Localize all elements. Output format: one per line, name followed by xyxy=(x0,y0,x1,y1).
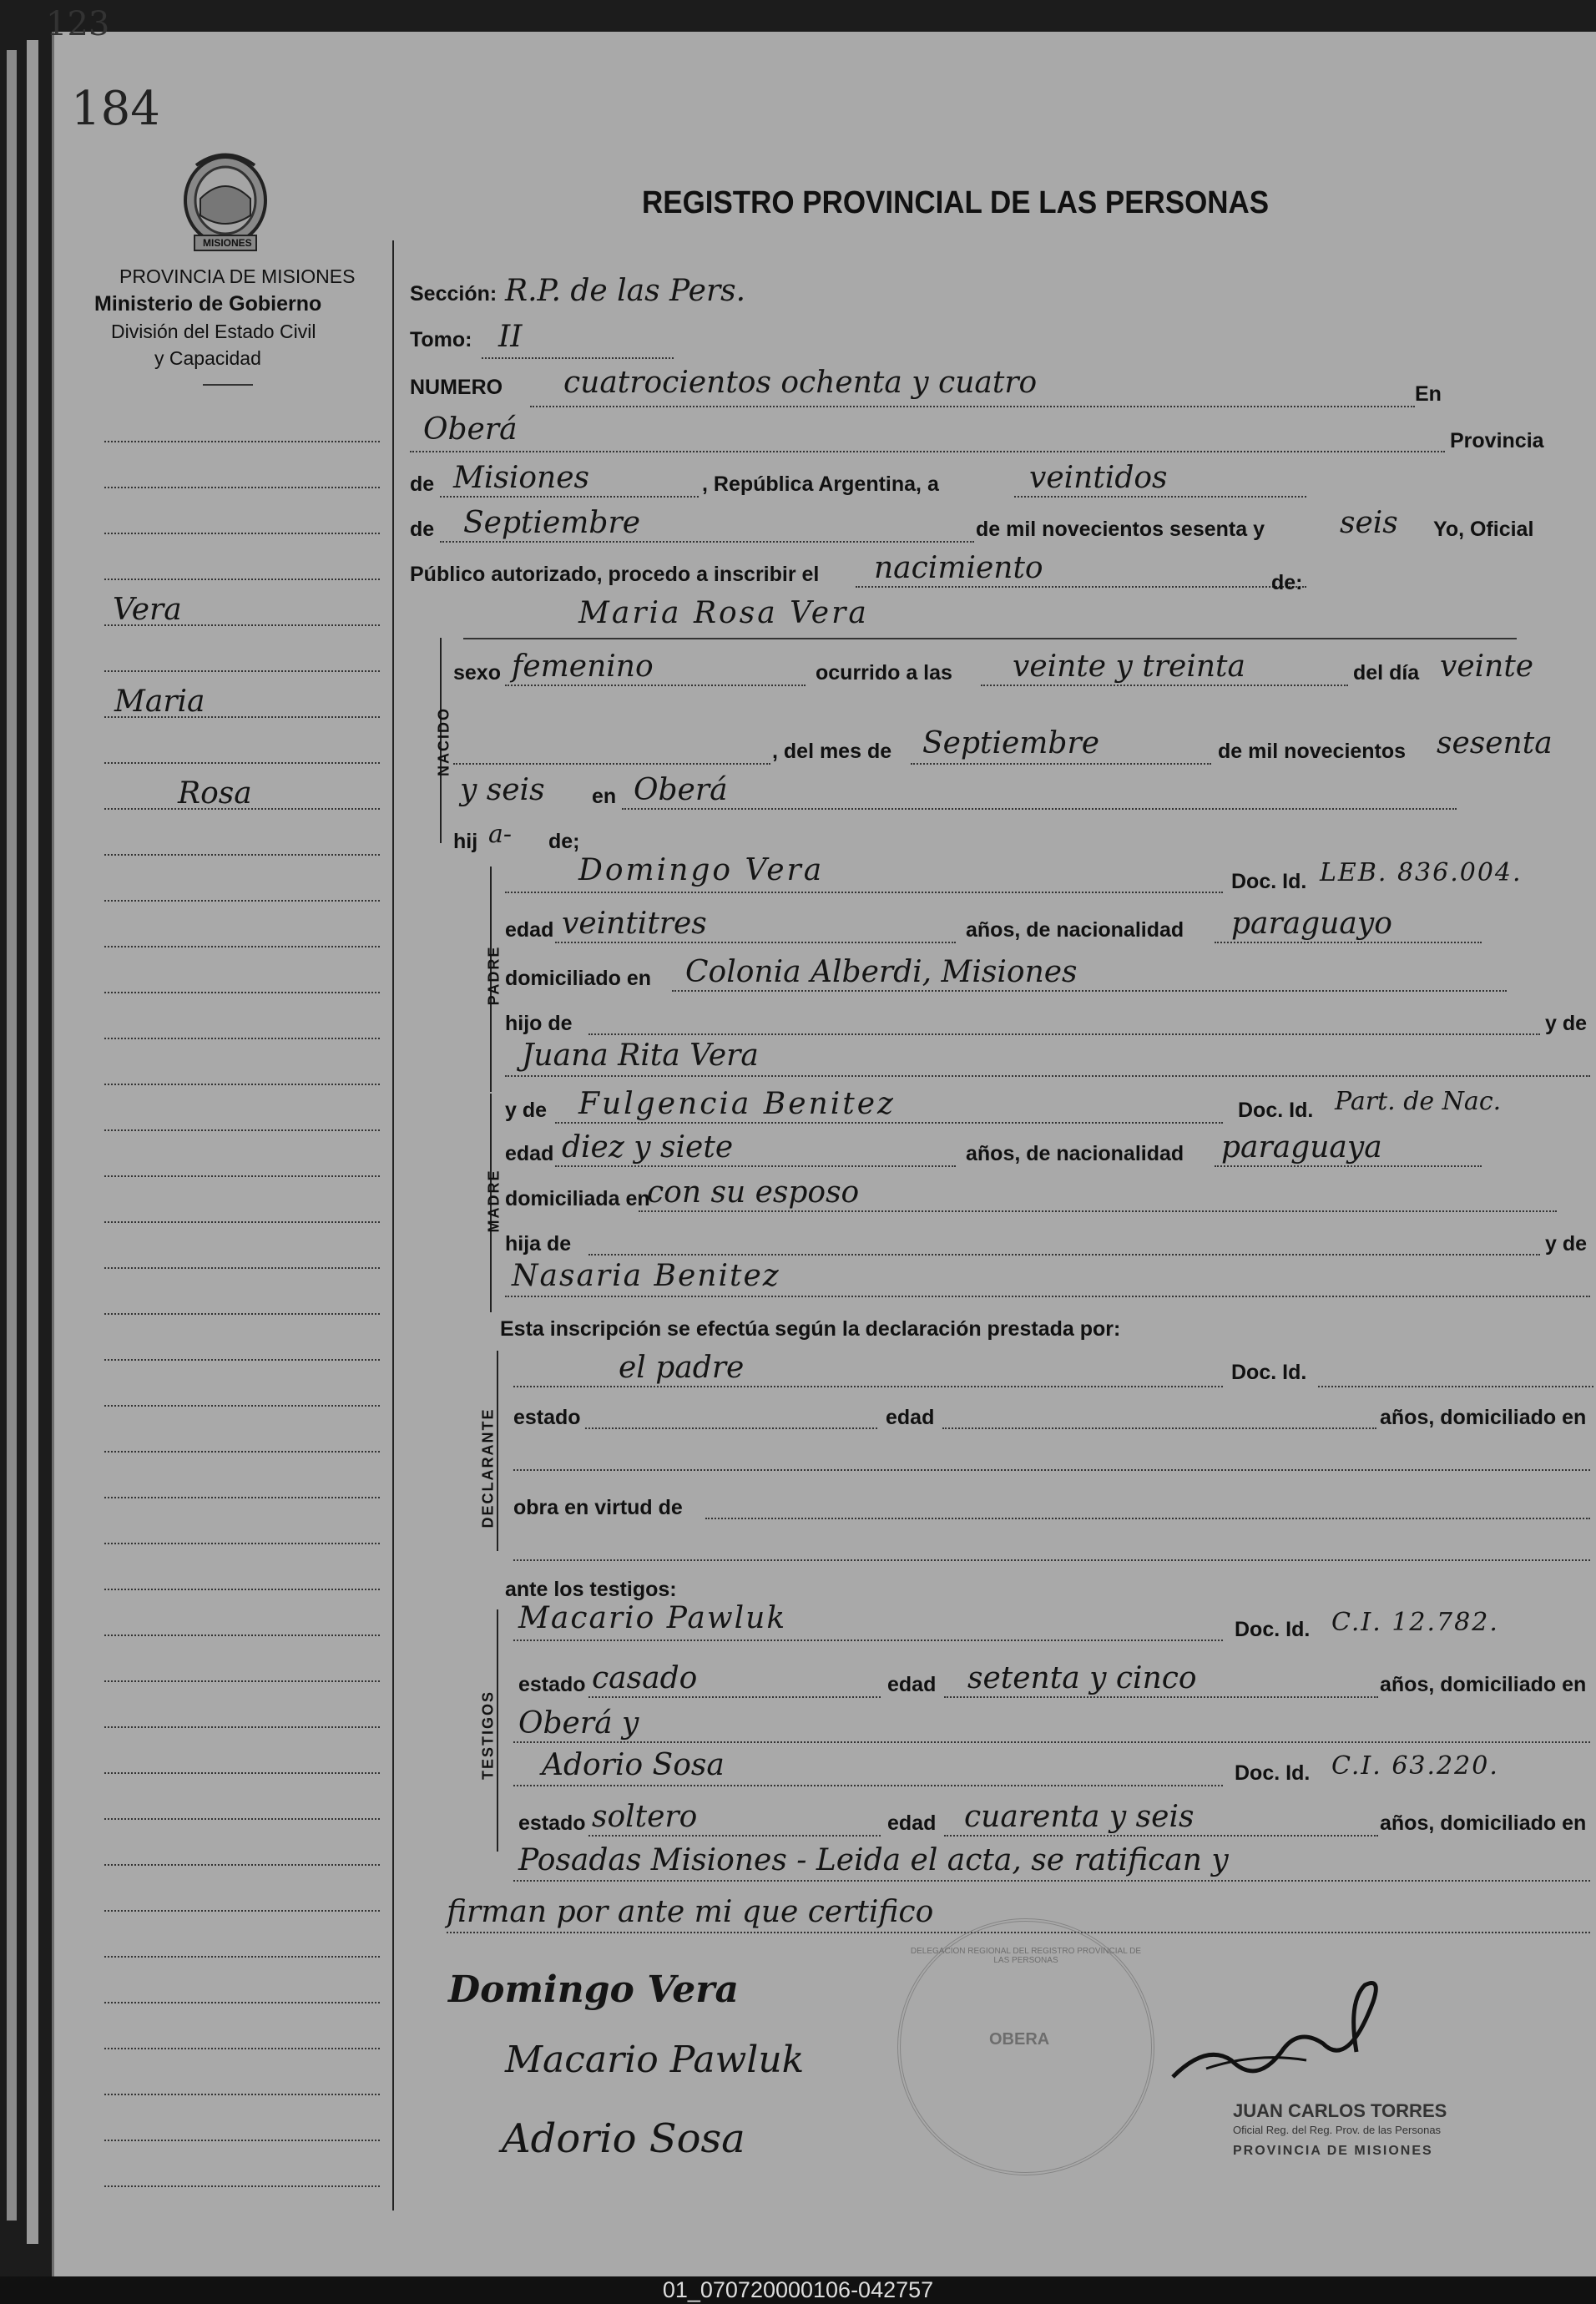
tomo-line xyxy=(482,357,674,359)
margin-rule xyxy=(104,1497,380,1498)
padre-dom-line xyxy=(672,990,1507,992)
padre-edad-line xyxy=(555,942,956,943)
madre-edad-value: diez y siete xyxy=(562,1130,734,1165)
testigo1-edad-line xyxy=(944,1696,1378,1698)
margin-divider xyxy=(392,240,394,2211)
nombre-line xyxy=(463,638,1517,639)
testigo2-edad-line xyxy=(944,1835,1378,1837)
official-name: JUAN CARLOS TORRES xyxy=(1233,2100,1447,2121)
del-mes-lead-line xyxy=(453,763,770,765)
testigo2-estado-label: estado xyxy=(518,1811,586,1835)
testigo1-edad-value: setenta y cinco xyxy=(967,1661,1197,1695)
margin-rule xyxy=(104,2048,380,2049)
declarante-dom-line xyxy=(513,1469,1590,1471)
republica-label: , República Argentina, a xyxy=(702,472,939,496)
margin-rule xyxy=(104,762,380,764)
margin-rule xyxy=(104,1635,380,1636)
declarante-anos-label: años, domiciliado en xyxy=(1380,1406,1587,1429)
padre-edad-value: veintitres xyxy=(562,907,707,941)
mes-nac-line xyxy=(911,763,1211,765)
padre-nac-value: paraguayo xyxy=(1231,907,1392,941)
lugar-nac-value: Oberá xyxy=(634,773,728,807)
padre-doc-value: LEB. 836.004. xyxy=(1320,858,1523,887)
tomo-label: Tomo: xyxy=(410,328,472,351)
page-edge xyxy=(27,40,38,2244)
madre-dom-value: con su esposo xyxy=(647,1175,860,1210)
esta-inscripcion-label: Esta inscripción se efectúa según la declaración prestada por: xyxy=(500,1317,1121,1341)
margin-rule xyxy=(104,1084,380,1085)
madre-nac-label: años, de nacionalidad xyxy=(966,1142,1184,1165)
provincia-label: Provincia xyxy=(1450,429,1544,452)
official-role: Oficial Reg. del Reg. Prov. de las Personas xyxy=(1233,2124,1442,2136)
madre-doc-label: Doc. Id. xyxy=(1238,1099,1314,1122)
margin-rule xyxy=(104,1589,380,1590)
margin-rule xyxy=(104,487,380,488)
testigo1-dom-value: Oberá y xyxy=(518,1706,639,1741)
testigo2-line xyxy=(513,1785,1223,1786)
padre-dom-label: domiciliado en xyxy=(505,967,652,990)
margin-rule xyxy=(104,1543,380,1544)
page-corner-number: 123 xyxy=(46,5,110,43)
madre-nac-line xyxy=(1215,1165,1482,1167)
testigo2-dom-line xyxy=(513,1880,1590,1882)
margin-rule xyxy=(104,1129,380,1131)
signature-testigo1: Macario Pawluk xyxy=(505,2039,805,2081)
en-label: En xyxy=(1415,382,1442,406)
margin-rule xyxy=(104,1726,380,1728)
del-mes-label: , del mes de xyxy=(772,740,892,763)
madre-dom-line xyxy=(639,1210,1557,1212)
margin-rule xyxy=(104,579,380,580)
padre-nombre-value: Domingo Vera xyxy=(578,853,825,887)
margin-rule xyxy=(104,1221,380,1223)
margin-first-name: Maria xyxy=(114,685,205,719)
signature-testigo2: Adorio Sosa xyxy=(502,2115,745,2162)
padre-nac-label: años, de nacionalidad xyxy=(966,918,1184,942)
margin-rule xyxy=(104,1772,380,1774)
testigo1-dom-line xyxy=(513,1741,1590,1743)
testigo2-anos-label: años, domiciliado en xyxy=(1380,1811,1587,1835)
seccion-label: Sección: xyxy=(410,282,497,306)
obra-label: obra en virtud de xyxy=(513,1496,683,1519)
anio-nac-value: sesenta xyxy=(1437,726,1553,760)
margin-rule xyxy=(104,1175,380,1177)
madre-y-de-label: y de xyxy=(505,1099,548,1122)
madre-section-label: MADRE xyxy=(485,1169,503,1233)
margin-rule xyxy=(104,992,380,993)
numero-label: NUMERO xyxy=(410,376,503,399)
document-page xyxy=(46,5,1596,2277)
margin-surname: Vera xyxy=(113,593,182,627)
testigo1-estado-line xyxy=(588,1696,881,1698)
numero-value: cuatrocientos ochenta y cuatro xyxy=(563,366,1038,400)
testigo2-estado-line xyxy=(588,1835,881,1837)
declarante-line xyxy=(513,1386,1223,1387)
capacity-name: y Capacidad xyxy=(154,347,261,369)
anio-nac2-value: y seis xyxy=(460,773,545,807)
acto-line xyxy=(856,586,1306,588)
padre-y-de-label: y de xyxy=(1545,1012,1588,1035)
madre-edad-label: edad xyxy=(505,1142,554,1165)
testigo1-line xyxy=(513,1640,1223,1641)
margin-rule xyxy=(104,2140,380,2141)
madre-dom-label: domiciliada en xyxy=(505,1187,650,1210)
margin-rule xyxy=(104,1910,380,1912)
dia-line xyxy=(1014,496,1306,498)
margin-rule xyxy=(104,1267,380,1269)
dia-value: veintidos xyxy=(1029,461,1168,495)
seal-center-text: OBERA xyxy=(989,2030,1050,2049)
lugar-line xyxy=(410,451,1445,452)
ministry-name: Ministerio de Gobierno xyxy=(94,292,322,316)
ante-testigos-label: ante los testigos: xyxy=(505,1578,677,1601)
padre-abuelos-line xyxy=(505,1075,1590,1077)
anio-value: seis xyxy=(1340,506,1398,540)
testigo2-doc-label: Doc. Id. xyxy=(1235,1761,1311,1785)
testigo1-edad-label: edad xyxy=(887,1673,937,1696)
hijo-de-semicolon-label: de; xyxy=(548,830,580,853)
testigos-section-label: TESTIGOS xyxy=(479,1690,497,1781)
en-nac-label: en xyxy=(592,785,617,808)
padre-hijo-de-line xyxy=(588,1033,1540,1035)
madre-doc-value: Part. de Nac. xyxy=(1335,1087,1502,1116)
official-signature-icon xyxy=(1156,1952,1407,2102)
padre-edad-label: edad xyxy=(505,918,554,942)
obra-line xyxy=(705,1518,1590,1519)
lugar-nac-line xyxy=(622,808,1457,810)
margin-rule xyxy=(104,2002,380,2003)
division-name: División del Estado Civil xyxy=(111,321,316,342)
numero-line xyxy=(530,406,1415,407)
hora-line xyxy=(981,685,1348,686)
testigo1-estado-value: casado xyxy=(592,1661,698,1695)
page-edge xyxy=(7,50,17,2221)
province-name: PROVINCIA DE MISIONES xyxy=(119,265,356,287)
declarante-edad-line xyxy=(942,1427,1376,1429)
declarante-doc-line xyxy=(1318,1386,1593,1387)
footer-image-id: 01_070720000106-042757 xyxy=(0,2276,1596,2304)
declarante-value: el padre xyxy=(619,1351,745,1385)
provincia-line xyxy=(440,496,699,498)
coat-of-arms-icon xyxy=(179,149,271,257)
testigo2-edad-label: edad xyxy=(887,1811,937,1835)
padre-dom-value: Colonia Alberdi, Misiones xyxy=(685,955,1078,989)
margin-rule xyxy=(104,533,380,534)
declarante-estado-label: estado xyxy=(513,1406,581,1429)
mes-value: Septiembre xyxy=(463,506,640,540)
madre-nombre-line xyxy=(555,1122,1223,1124)
padre-hijo-de-label: hijo de xyxy=(505,1012,573,1035)
mes-nac-value: Septiembre xyxy=(922,726,1099,760)
coat-of-arms-label: MISIONES xyxy=(203,237,252,249)
provincia-value: Misiones xyxy=(453,461,590,495)
acto-value: nacimiento xyxy=(874,551,1043,585)
margin-rule xyxy=(104,1956,380,1958)
testigo2-edad-value: cuarenta y seis xyxy=(964,1800,1194,1834)
testigo2-dom-value: Posadas Misiones - Leida el acta, se ratifican y xyxy=(518,1843,1229,1877)
margin-rule xyxy=(104,1818,380,1820)
margin-rule xyxy=(104,441,380,442)
padre-hijo-de-value: Juana Rita Vera xyxy=(522,1038,759,1073)
seal-text: DELEGACION REGIONAL DEL REGISTRO PROVINCIAL DE LAS PERSONAS xyxy=(910,1947,1142,1965)
declarante-doc-label: Doc. Id. xyxy=(1231,1361,1307,1384)
cierre-value: firman por ante mi que certifico xyxy=(447,1895,934,1929)
folio-number: 184 xyxy=(71,82,160,136)
declarante-section-label: DECLARANTE xyxy=(479,1407,497,1528)
margin-rule xyxy=(104,1680,380,1682)
publico-label: Público autorizado, procedo a inscribir el xyxy=(410,563,820,586)
margin-rule xyxy=(104,1451,380,1453)
margin-rule xyxy=(104,1038,380,1039)
de-mes-label: de xyxy=(410,518,435,541)
padre-nombre-line xyxy=(505,892,1223,893)
margin-rule xyxy=(104,2094,380,2095)
margin-rule xyxy=(104,900,380,902)
testigo1-doc-value: C.I. 12.782. xyxy=(1331,1608,1499,1637)
margin-rule xyxy=(104,854,380,856)
madre-hija-de-label: hija de xyxy=(505,1232,572,1256)
sexo-line xyxy=(505,685,806,686)
document-title: REGISTRO PROVINCIAL DE LAS PERSONAS xyxy=(642,185,1270,220)
madre-edad-line xyxy=(555,1165,956,1167)
margin-rule xyxy=(104,1313,380,1315)
madre-nac-value: paraguaya xyxy=(1221,1130,1382,1165)
official-province: PROVINCIA DE MISIONES xyxy=(1233,2144,1433,2158)
mes-line xyxy=(440,541,974,543)
margin-rule xyxy=(104,2185,380,2187)
testigo2-doc-value: C.I. 63.220. xyxy=(1331,1751,1499,1781)
signature-padre: Domingo Vera xyxy=(448,1968,739,2011)
dia-nac-value: veinte xyxy=(1440,649,1534,684)
official-seal xyxy=(897,1918,1154,2175)
header-rule xyxy=(203,384,253,386)
margin-rule xyxy=(104,1864,380,1866)
de-label: de xyxy=(410,472,435,496)
testigo2-estado-value: soltero xyxy=(592,1800,698,1834)
padre-nac-line xyxy=(1215,942,1482,943)
ocurrido-label: ocurrido a las xyxy=(816,661,952,685)
margin-second-name: Rosa xyxy=(178,776,252,811)
declarante-estado-line xyxy=(585,1427,877,1429)
padre-section-label: PADRE xyxy=(485,945,503,1006)
testigo1-value: Macario Pawluk xyxy=(518,1601,787,1635)
margin-rule xyxy=(104,1405,380,1407)
testigo1-doc-label: Doc. Id. xyxy=(1235,1618,1311,1641)
tomo-value: II xyxy=(498,320,523,354)
del-dia-label: del día xyxy=(1353,661,1420,685)
de-colon-label: de: xyxy=(1271,571,1303,594)
margin-rule xyxy=(104,1359,380,1361)
madre-abuelos-line xyxy=(505,1296,1590,1297)
sexo-value: femenino xyxy=(512,649,654,684)
hora-value: veinte y treinta xyxy=(1013,649,1245,684)
padre-doc-label: Doc. Id. xyxy=(1231,870,1307,893)
declarante-edad-label: edad xyxy=(886,1406,935,1429)
margin-rule xyxy=(104,670,380,672)
testigo2-value: Adorio Sosa xyxy=(542,1748,725,1782)
hijo-suffix-value: a- xyxy=(488,820,513,849)
de-mil-label: de mil novecientos sesenta y xyxy=(976,518,1265,541)
nacido-section-label: NACIDO xyxy=(435,707,452,776)
testigo1-anos-label: años, domiciliado en xyxy=(1380,1673,1587,1696)
nombre-value: Maria Rosa Vera xyxy=(578,596,869,630)
madre-y-de-label-2: y de xyxy=(1545,1232,1588,1256)
margin-rule xyxy=(104,946,380,947)
madre-hija-de-line xyxy=(588,1254,1540,1256)
sexo-label: sexo xyxy=(453,661,501,685)
madre-hija-de-value: Nasaria Benitez xyxy=(512,1259,780,1293)
lugar-value: Oberá xyxy=(423,412,518,447)
yo-oficial-label: Yo, Oficial xyxy=(1433,518,1534,541)
obra-line-2 xyxy=(513,1559,1590,1561)
testigo1-estado-label: estado xyxy=(518,1673,586,1696)
seccion-value: R.P. de las Pers. xyxy=(505,274,746,308)
madre-nombre-value: Fulgencia Benitez xyxy=(578,1087,896,1121)
hijo-de-label: hij xyxy=(453,830,478,853)
de-mil2-label: de mil novecientos xyxy=(1218,740,1407,763)
